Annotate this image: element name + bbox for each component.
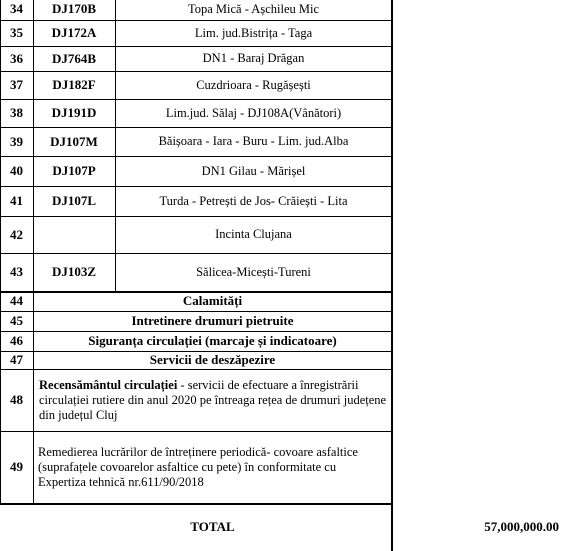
amount-cell bbox=[392, 0, 563, 20]
road-name: Cuzdrioara - Rugășești bbox=[196, 77, 311, 92]
road-code: DJ103Z bbox=[51, 264, 97, 280]
grid-line bbox=[0, 503, 392, 505]
row-number: 36 bbox=[10, 50, 23, 66]
amount-cell bbox=[392, 186, 563, 216]
grid-line bbox=[0, 99, 392, 100]
grid-line bbox=[391, 0, 393, 551]
grid-line bbox=[33, 291, 34, 503]
grid-line bbox=[0, 71, 392, 72]
road-code: DJ182F bbox=[52, 77, 96, 93]
road-code: DJ107P bbox=[52, 163, 96, 179]
category-label: Siguranța circulației (marcaje și indicatoare) bbox=[88, 333, 337, 349]
row-number: 46 bbox=[10, 333, 23, 349]
grid-line bbox=[0, 186, 392, 187]
amount-cell bbox=[392, 431, 563, 503]
grid-line bbox=[0, 20, 392, 21]
census-text: - servicii de efectuare a înregistrării circulației rutiere din anul 2020 pe întreaga rețea de drumuri județene din județul Cluj bbox=[39, 377, 387, 422]
row-number: 39 bbox=[10, 133, 23, 149]
road-code: DJ107M bbox=[50, 133, 98, 149]
row-number: 37 bbox=[10, 77, 23, 93]
road-code: DJ172A bbox=[51, 25, 97, 41]
grid-line bbox=[0, 369, 392, 370]
grid-line bbox=[0, 216, 392, 217]
grid-line bbox=[0, 351, 392, 352]
amount-cell bbox=[392, 369, 563, 431]
grid-line bbox=[0, 46, 392, 47]
row-number: 43 bbox=[10, 264, 23, 280]
row-number: 45 bbox=[10, 313, 23, 329]
road-name: DN1 Gilau - Mărișel bbox=[201, 163, 306, 178]
amount-cell bbox=[392, 71, 563, 99]
total-amount: 57,000,000.00 bbox=[484, 519, 559, 535]
category-label: Intretinere drumuri pietruite bbox=[131, 313, 294, 329]
grid-line bbox=[33, 0, 34, 291]
row-number: 49 bbox=[10, 459, 23, 475]
row-number: 40 bbox=[10, 163, 23, 179]
row-number: 48 bbox=[10, 392, 23, 408]
amount-cell bbox=[392, 20, 563, 46]
road-name: Băișoara - Iara - Buru - Lim. jud.Alba bbox=[158, 134, 349, 148]
row-number: 34 bbox=[10, 1, 23, 17]
row-number: 42 bbox=[10, 226, 23, 242]
road-code: DJ107L bbox=[51, 193, 97, 209]
road-name: Lim. jud.Bistrița - Taga bbox=[194, 25, 313, 40]
grid-line bbox=[0, 331, 392, 332]
grid-line bbox=[0, 0, 1, 503]
road-name: Turda - Petrești de Jos- Crăiești - Lita bbox=[159, 193, 348, 208]
grid-line bbox=[0, 156, 392, 157]
category-label: Servicii de deszăpezire bbox=[149, 352, 276, 368]
amount-cell bbox=[392, 99, 563, 127]
grid-line bbox=[0, 431, 392, 432]
grid-line bbox=[0, 291, 392, 293]
row-number: 38 bbox=[10, 105, 23, 121]
total-label: TOTAL bbox=[190, 519, 235, 535]
row-number: 44 bbox=[10, 293, 23, 309]
census-title: Recensământul circulației bbox=[39, 377, 178, 392]
census-description bbox=[39, 378, 387, 423]
census-cell bbox=[33, 369, 392, 431]
amount-cell bbox=[392, 253, 563, 291]
road-name: DN1 - Baraj Drăgan bbox=[202, 51, 305, 65]
amount-cell bbox=[392, 331, 563, 351]
road-name: Incinta Clujana bbox=[215, 227, 292, 241]
amount-cell bbox=[392, 127, 563, 156]
amount-cell bbox=[392, 291, 563, 311]
row-number: 41 bbox=[10, 193, 23, 209]
grid-line bbox=[0, 253, 392, 254]
row-number: 35 bbox=[10, 25, 23, 41]
grid-line bbox=[0, 311, 392, 312]
amount-cell bbox=[392, 156, 563, 186]
road-code: DJ170B bbox=[51, 1, 97, 17]
grid-line bbox=[115, 0, 116, 291]
amount-cell bbox=[392, 216, 563, 253]
road-name: Topa Mică - Așchileu Mic bbox=[187, 1, 320, 16]
amount-cell bbox=[392, 46, 563, 71]
road-code: DJ191D bbox=[51, 105, 97, 121]
maintenance-description: Remedierea lucrărilor de întreținere periodică- covoare asfaltice (suprafațele covoarelor asfaltice cu pete) în conformitate cu Expertiza tehnică nr.611/90/2018 bbox=[38, 444, 358, 489]
road-name: Sălicea-Micești-Tureni bbox=[196, 264, 311, 279]
grid-line bbox=[0, 127, 392, 128]
amount-cell bbox=[392, 351, 563, 369]
row-number: 47 bbox=[10, 352, 23, 368]
road-code bbox=[33, 216, 115, 253]
category-label: Calamități bbox=[182, 293, 243, 309]
road-name: Lim.jud. Sălaj - DJ108A(Vânători) bbox=[165, 105, 342, 120]
amount-cell bbox=[392, 311, 563, 331]
road-code: DJ764B bbox=[51, 50, 97, 66]
